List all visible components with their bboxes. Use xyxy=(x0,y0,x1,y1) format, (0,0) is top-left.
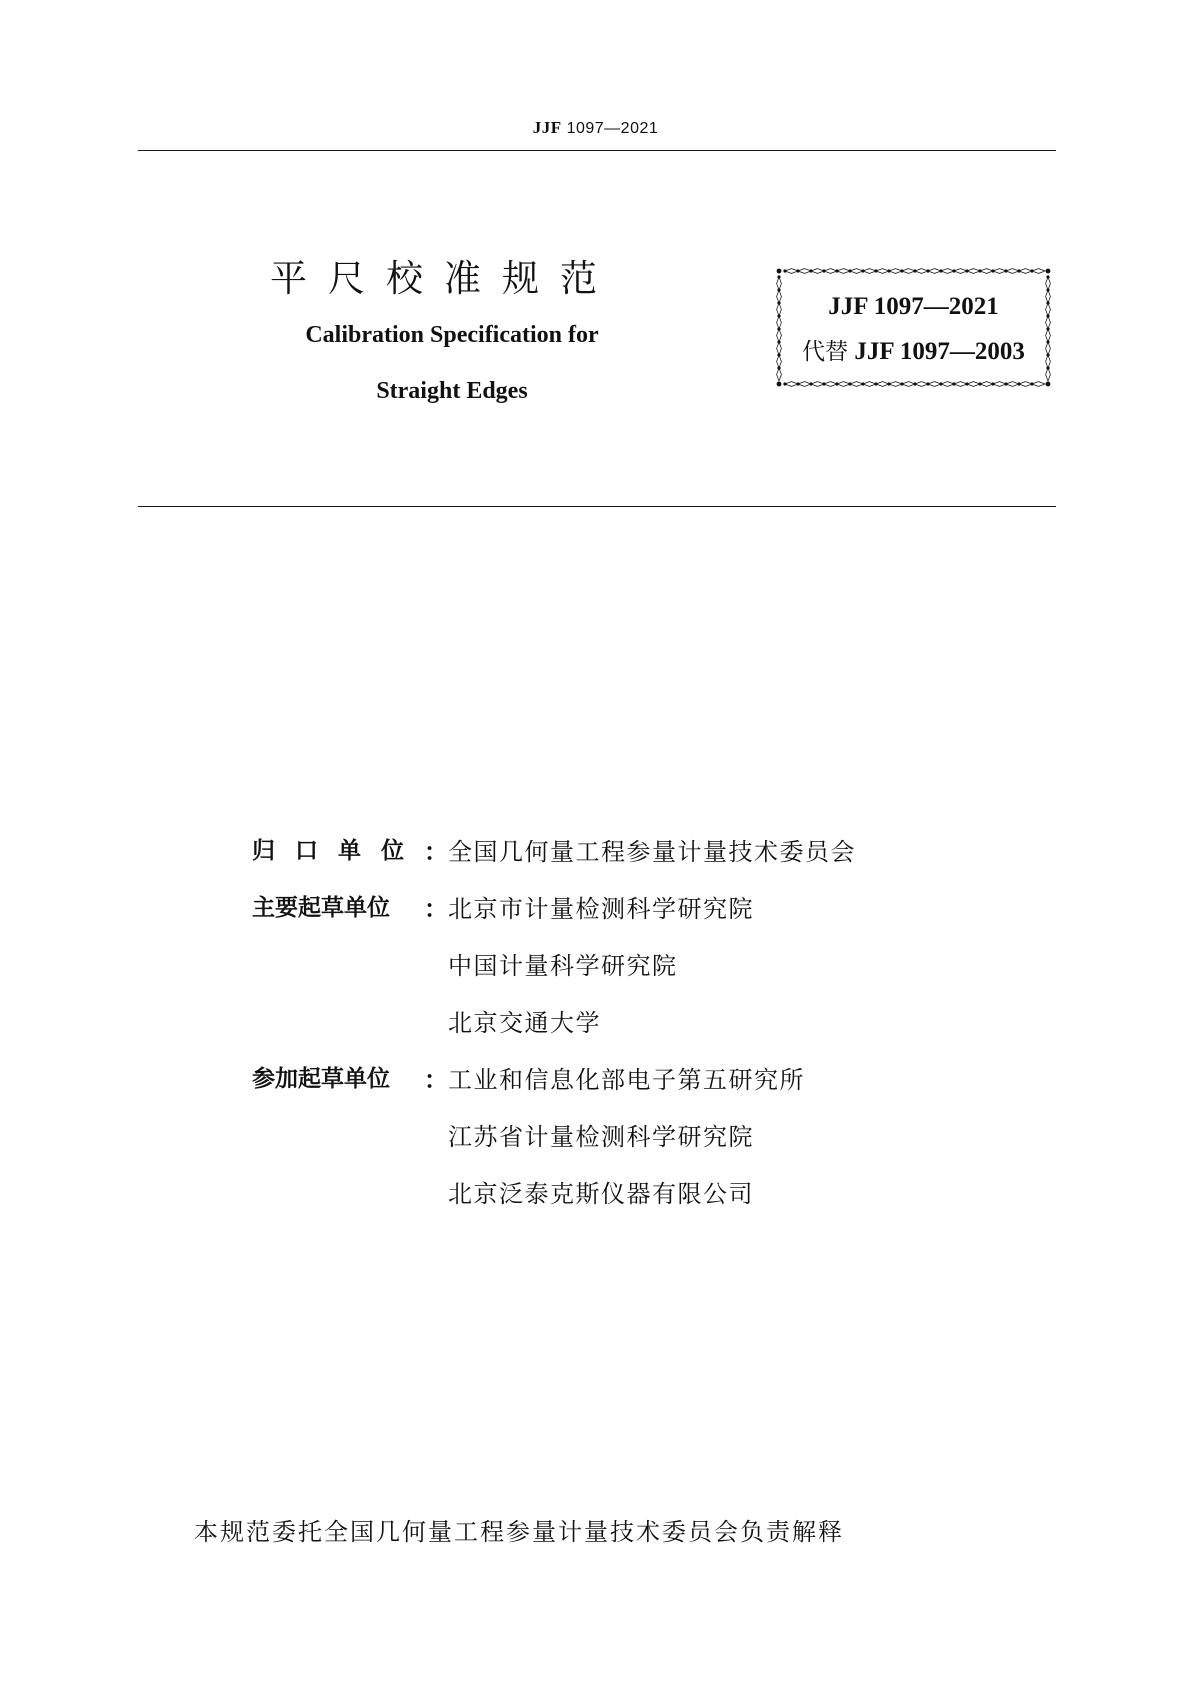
interpretation-note: 本规范委托全国几何量工程参量计量技术委员会负责解释 xyxy=(194,1518,844,1546)
responsible-unit-label: 归口单位 xyxy=(252,838,424,864)
code-box-replaces-code: JJF 1097—2003 xyxy=(854,338,1025,365)
code-box-frame xyxy=(775,267,1052,388)
header-rule xyxy=(138,150,1056,151)
header-code-number: 1097—2021 xyxy=(566,120,659,137)
main-drafting-label: 主要起草单位 xyxy=(252,895,390,921)
code-box-replaces xyxy=(775,333,1052,366)
standard-code-box xyxy=(775,267,1052,388)
participating-unit-1: 工业和信息化部电子第五研究所 xyxy=(448,1066,805,1094)
title-english-line2: Straight Edges xyxy=(376,378,528,404)
responsible-unit-value: 全国几何量工程参量计量技术委员会 xyxy=(448,838,856,866)
main-drafting-unit-1: 北京市计量检测科学研究院 xyxy=(448,895,754,923)
participating-unit-3: 北京泛泰克斯仪器有限公司 xyxy=(448,1180,754,1208)
title-bottom-rule xyxy=(138,506,1056,507)
header-code-prefix: JJF xyxy=(532,118,562,137)
code-box-code: JJF 1097—2021 xyxy=(828,293,999,320)
main-drafting-unit-3: 北京交通大学 xyxy=(448,1009,601,1037)
title-english-line1: Calibration Specification for xyxy=(305,322,599,348)
main-drafting-unit-2: 中国计量科学研究院 xyxy=(448,952,678,980)
participating-unit-2: 江苏省计量检测科学研究院 xyxy=(448,1123,754,1151)
code-box-replaces-label: 代替 xyxy=(802,339,849,365)
header-standard-code xyxy=(0,118,1191,138)
title-chinese: 平尺校准规范 xyxy=(270,257,618,300)
participating-drafting-label: 参加起草单位 xyxy=(252,1066,390,1092)
